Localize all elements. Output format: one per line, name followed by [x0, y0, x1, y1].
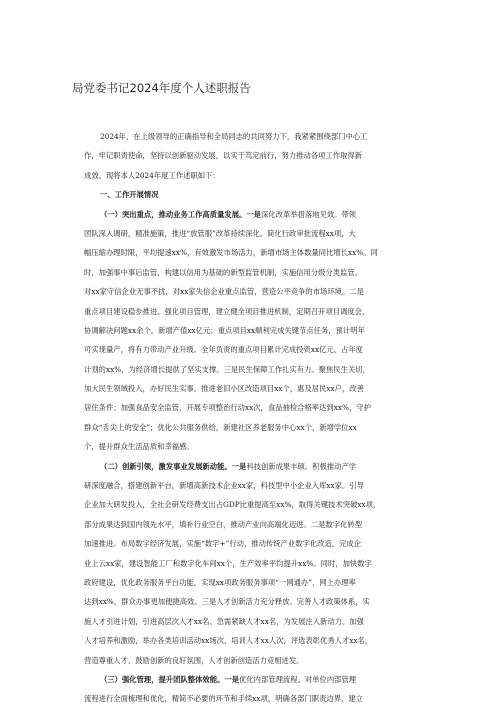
document-title: 局党委书记2024年度个人述职报告 [72, 81, 251, 95]
document-body [84, 127, 430, 709]
subsection-2-lead [84, 457, 430, 476]
paragraph-line: 个，提升群众生活品质和幸福感。 [84, 442, 194, 452]
paragraph-line: 政府建设，优化政务服务平台功能，实现xx项政务服务事项“一网通办”，网上办理率 [84, 577, 356, 587]
paragraph-line: 重点项目建设稳步推进。强化项目管理，建立健全项目推进机制，定期召开项目调度会， [84, 306, 370, 316]
subsection-1-bold: （一）突出重点，推动业务工作高质量发展。一是 [100, 209, 261, 219]
paragraph-line: 部分成果达到国内领先水平，填补行业空白，推动产业向高端化迈进。二是数字化转型 [84, 519, 363, 529]
paragraph-line: 团队深入调研，精准施策，推进“放管服”改革持续深化。简化行政审批流程xx项，大 [84, 228, 356, 238]
paragraph-line: 流程进行全面梳理和优化，精简不必要的环节和手续xx项，明确各部门职责边界，建立 [84, 694, 363, 704]
paragraph-line: 可实现量产，将有力带动产业升级。全年负责的重点项目累计完成投资xx亿元，占年度 [84, 345, 363, 355]
paragraph-line: 业上云xx家，建设智能工厂和数字化车间xx个，生产效率平均提升xx%。同时，加快数字 [84, 558, 372, 568]
subsection-3-rest: 优化内部管理流程。对单位内部管理 [239, 674, 357, 684]
paragraph-line: 对xx家守信企业无事不扰，对xx家失信企业重点监管，营造公平竞争的市场环境。二是 [84, 287, 364, 297]
intro-line: 作，牢记职责使命，坚持以创新驱动发展，以实干笃定前行，努力推动各项工作取得新 [84, 151, 363, 161]
intro-line: 2024年，在上级领导的正确指导和全局同志的共同努力下，我紧紧围绕部门中心工 [100, 132, 368, 141]
paragraph-line: 营造尊重人才、鼓励创新的良好氛围，人才创新创造活力竞相迸发。 [84, 655, 304, 665]
paragraph-line: 施人才引进计划，引进高层次人才xx名、急需紧缺人才xx名，为发展注入新动力。加强 [84, 616, 364, 626]
subsection-2-rest: 科技创新成果丰硕。积极推动产学 [246, 461, 357, 471]
paragraph-line: 计划的xx%，为经济增长提供了坚实支撑。三是民生保障工作扎实有力。聚焦民生关切， [84, 364, 370, 374]
subsection-3-bold: （三）强化管理，提升团队整体效能。一是 [100, 674, 240, 684]
paragraph-line: 研深度融合，搭建创新平台，新增高新技术企业xx家，科技型中小企业入库xx家。引导 [84, 481, 364, 491]
paragraph-line: 人才培养和激励，举办各类培训活动xx场次，培训人才xx人次，评选表彰优秀人才xx名， [84, 636, 373, 646]
subsection-3-lead [84, 670, 430, 689]
paragraph-line: 加速推进。布局数字经济发展，实施“数字+”行动，推动传统产业数字化改造，完成企 [84, 539, 362, 549]
paragraph-line: 达到xx%，群众办事更加便捷高效。三是人才创新活力充分释放。完善人才政策体系，实 [84, 597, 370, 607]
paragraph-line: 企业加大研发投入，全社会研发经费支出占GDP比重提高至xx%，取得关键技术突破xx项， [84, 500, 381, 510]
paragraph-line: 协调解决问题xx余个，新增产值xx亿元；重点项目xx顺利完成关键节点任务，预计明年 [84, 325, 365, 335]
paragraph-line: 时，加强事中事后监管，构建以信用为基础的新型监管机制，实施信用分级分类监管， [84, 267, 363, 277]
paragraph-line: 群众“舌尖上的安全”；优化公共服务供给，新建社区养老服务中心xx个，新增学位xx [84, 422, 357, 432]
section-heading: 一、工作开展情况 [100, 190, 159, 200]
subsection-1-rest: 深化改革举措落地见效。带领 [260, 209, 357, 219]
paragraph-line: 幅压缩办理时限，平均提速xx%，有效激发市场活力，新增市场主体数量同比增长xx%。同 [84, 248, 378, 258]
paragraph-line: 加大民生领域投入，办好民生实事。推进老旧小区改造项目xx个，惠及居民xx户，改善 [84, 384, 364, 394]
intro-line: 成效。现将本人2024年度工作述职如下： [84, 170, 220, 180]
subsection-2-bold: （二）创新引领，激发事业发展新动能。一是 [100, 461, 247, 471]
paragraph-line: 居住条件；加强食品安全监管，开展专项整治行动xx次，食品抽检合格率达到xx%，守护 [84, 403, 371, 413]
subsection-1-lead [84, 205, 430, 224]
